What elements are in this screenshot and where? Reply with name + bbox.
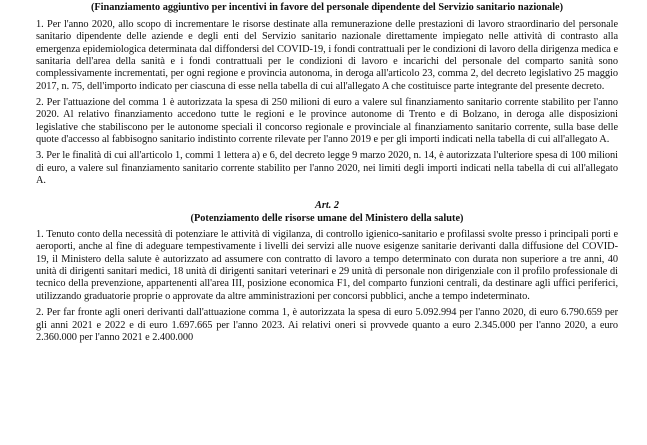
article-1-paragraph-1: 1. Per l'anno 2020, allo scopo di incrementare le risorse destinate alla remunerazione delle prestazioni di lavoro straordinario del personale sanitario dipendente delle aziende e degli enti del Servizio sanitario nazionale direttamente impiegato nelle attività di contrasto alla emergenza epidemiologica determinata dal diffondersi del COVID-19, i fondi contrattuali per le condizioni di lavoro della dirigenza medica e sanitaria dell'area della sanità e i fondi contrattuali per le condizioni di lavoro e incarichi del personale del comparto sanità sono complessivamente incrementati, per ogni regione e provincia autonoma, in deroga all'articolo 23, comma 2, del decreto legislativo 25 maggio 2017, n. 75, dell'importo indicato per ciascuna di esse nella tabella di cui all'allegato A che costituisce parte integrante del presente decreto. — [36, 18, 618, 92]
article-2-paragraph-2: 2. Per far fronte agli oneri derivanti dall'attuazione comma 1, è autorizzata la spesa di euro 5.092.994 per l'anno 2020, di euro 6.790.659 per gli anni 2021 e 2022 e di euro 1.697.665 per l'anno 2023. Ai relativi oneri si provvede quanto a euro 2.345.000 per l'anno 2020, a euro 2.360.000 per l'anno 2021 e 2.400.000 — [36, 307, 618, 343]
article-2-subtitle: (Potenziamento delle risorse umane del Ministero della salute) — [190, 212, 464, 224]
article-1-subtitle: (Finanziamento aggiuntivo per incentivi in favore del personale dipendente del Servizio sanitario nazionale) — [90, 2, 564, 14]
article-2-title: Art. 2 — [314, 200, 340, 212]
article-1-paragraph-3: 3. Per le finalità di cui all'articolo 1, commi 1 lettera a) e 6, del decreto legge 9 marzo 2020, n. 14, è autorizzata l'ulteriore spesa di 100 milioni di euro, a valere sul finanziamento sanitario corrente stabilito per l'anno 2020, nei limiti degli importi indicati nella tabella di cui all'allegato A. — [36, 150, 618, 186]
article-2-paragraph-1: 1. Tenuto conto della necessità di potenziare le attività di vigilanza, di controllo igienico-sanitario e profilassi svolte presso i principali porti e aeroporti, anche al fine di adeguare tempestivamente i livelli dei servizi alle nuove esigenze sanitarie derivanti dalla diffusione del COVID-19, il Ministero della salute è autorizzato ad assumere con contratto di lavoro a tempo determinato con durata non superiore a tre anni, 40 unità di dirigenti sanitari medici, 18 unità di dirigenti sanitari veterinari e 29 unità di personale non dirigenziale con il profilo professionale di tecnico della prevenzione, appartenenti all'area III, posizione economica F1, del comparto funzioni centrali, da destinare agli uffici periferici, utilizzando graduatorie proprie o approvate da altre amministrazioni per concorsi pubblici, anche a tempo indeterminato. — [36, 229, 618, 302]
document-page — [36, 0, 618, 344]
article-1 — [36, 0, 618, 187]
article-2 — [36, 200, 618, 344]
article-1-paragraph-2: 2. Per l'attuazione del comma 1 è autorizzata la spesa di 250 milioni di euro a valere sul finanziamento sanitario corrente stabilito per l'anno 2020. Al relativo finanziamento accedono tutte le regioni e le province autonome di Trento e di Bolzano, in deroga alle disposizioni legislative che stabiliscono per le autonome speciali il concorso regionale e provinciale al finanziamento sanitario corrente, sulla base delle quote d'accesso al fabbisogno sanitario indistinto corrente rilevate per l'anno 2019 e per gli importi indicati nella tabella di cui all'allegato A. — [36, 96, 618, 145]
